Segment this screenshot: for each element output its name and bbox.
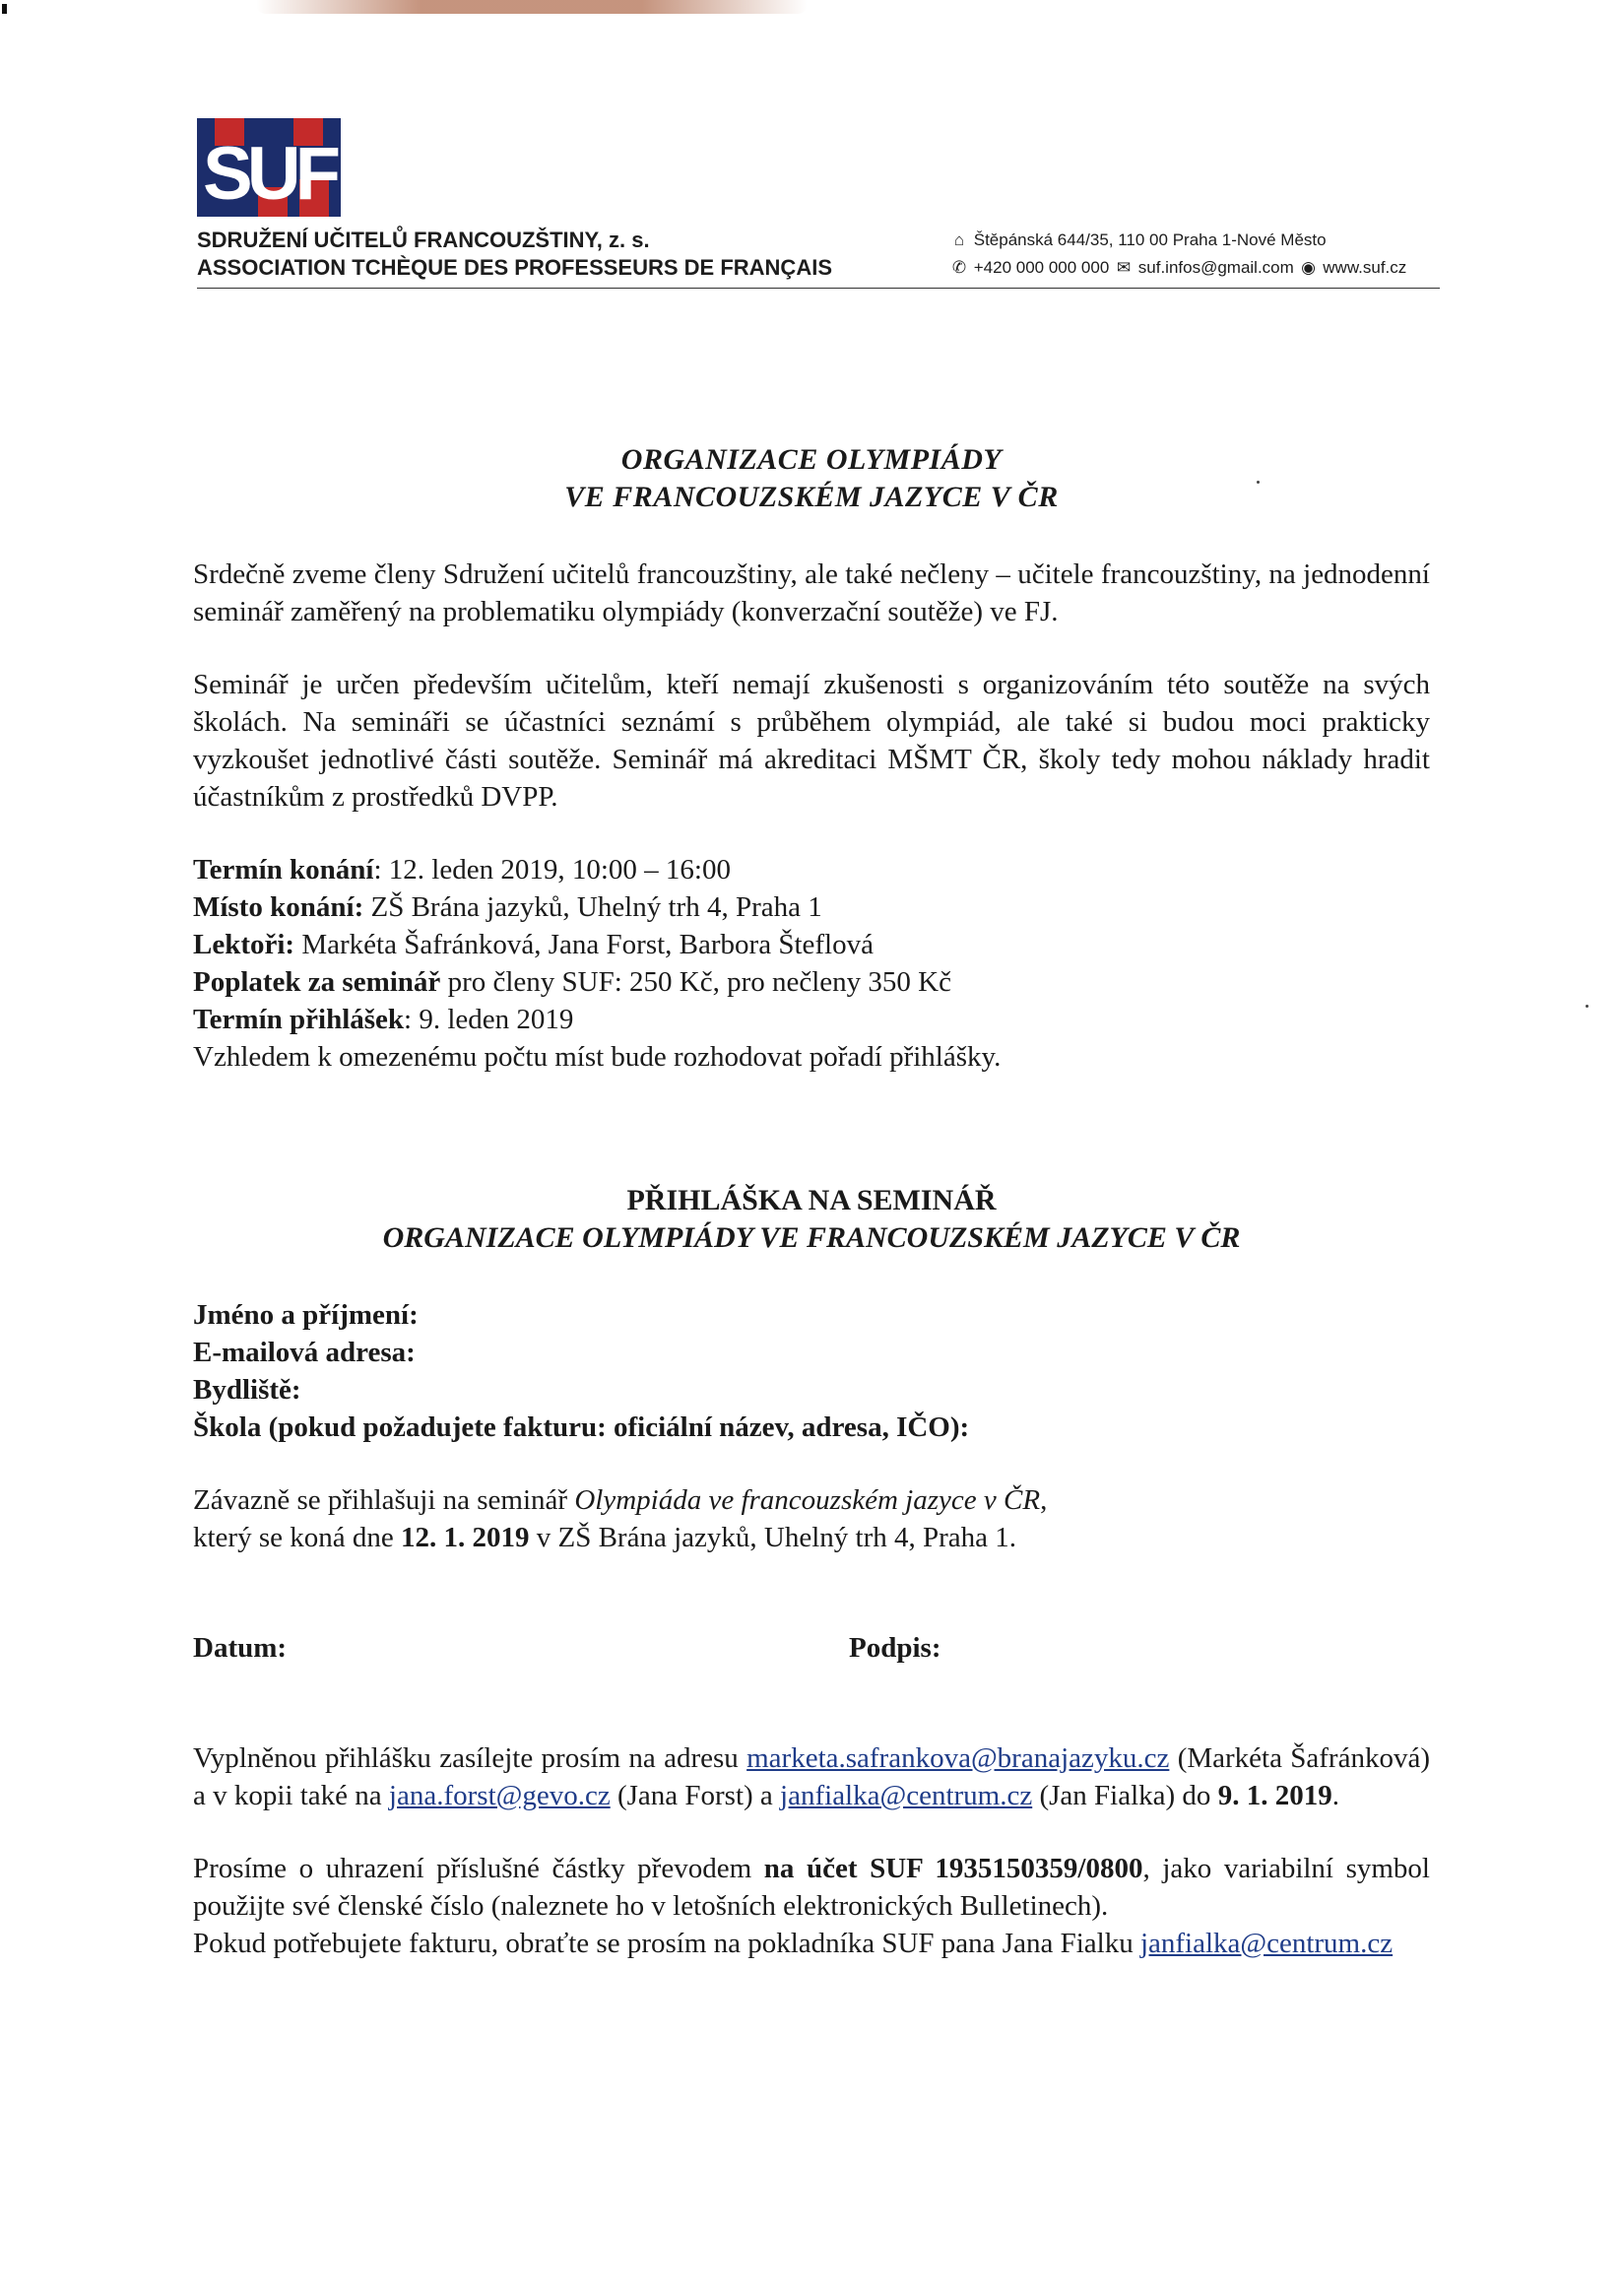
org-name-fr: ASSOCIATION TCHÈQUE DES PROFESSEURS DE FRANÇAIS (197, 255, 832, 280)
document-body (193, 441, 1430, 1962)
phone-icon: ✆ (951, 258, 967, 277)
info-fee: Poplatek za seminář pro členy SUF: 250 Kč, pro nečleny 350 Kč (193, 966, 951, 998)
info-place: Místo konání: ZŠ Brána jazyků, Uhelný trh 4, Praha 1 (193, 891, 822, 923)
form-fields (193, 1296, 1430, 1446)
scan-mark (2, 4, 7, 14)
form-subtitle: ORGANIZACE OLYMPIÁDY VE FRANCOUZSKÉM JAZYCE V ČR (382, 1221, 1241, 1254)
signature-row (193, 1629, 1430, 1667)
address-text: Štěpánská 644/35, 110 00 Praha 1-Nové Město (973, 230, 1327, 249)
title-line-1: ORGANIZACE OLYMPIÁDY (620, 443, 1003, 476)
field-residence[interactable]: Bydliště: (193, 1374, 301, 1406)
date-label[interactable]: Datum: (193, 1632, 288, 1664)
field-name[interactable]: Jméno a příjmení: (193, 1299, 419, 1331)
svg-text:SUF: SUF (203, 132, 335, 216)
info-date: Termín konání: 12. leden 2019, 10:00 – 16:00 (193, 854, 731, 886)
field-email[interactable]: E-mailová adresa: (193, 1337, 416, 1368)
phone-text: +420 000 000 000 (973, 258, 1110, 277)
email-link-treasurer[interactable]: janfialka@centrum.cz (1139, 1928, 1394, 1959)
intro-paragraph-2: Seminář je určen především učitelům, kteří nemají zkušenosti s organizováním této soutěže na svých školách. Na semináři se účastníci seznámí s průběhem olympiád, ale také si budou moci prakticky vyzkoušet jednotlivé části soutěže. Seminář má akreditaci MŠMT ČR, školy tedy mohou náklady hradit účastníkům z prostředků DVPP. (193, 669, 1430, 813)
header-web[interactable]: www.suf.cz (1323, 258, 1407, 277)
envelope-icon: ✉ (1116, 258, 1132, 277)
suf-logo (197, 118, 341, 217)
globe-icon: ◉ (1301, 258, 1316, 277)
title-line-2: VE FRANCOUZSKÉM JAZYCE V ČR (564, 481, 1059, 513)
form-title: PŘIHLÁŠKA NA SEMINÁŘ (626, 1184, 997, 1216)
home-icon: ⌂ (953, 230, 965, 249)
email-link-fialka[interactable]: janfialka@centrum.cz (780, 1780, 1033, 1811)
scan-speck (1586, 1005, 1589, 1008)
field-school[interactable]: Škola (pokud požadujete fakturu: oficiální název, adresa, IČO): (193, 1411, 970, 1443)
info-note: Vzhledem k omezenému počtu míst bude rozhodovat pořadí přihlášky. (193, 1041, 1002, 1073)
form-heading (193, 1182, 1430, 1257)
send-instructions: Vyplněnou přihlášku zasílejte prosím na adresu marketa.safrankova@branajazyku.cz (Markéta Šafránková) a v kopii také na jana.forst@gevo.cz (Jana Forst) a janfialka@centrum.cz (Jan Fialka) do 9. 1. 2019. (193, 1742, 1430, 1811)
email-link-forst[interactable]: jana.forst@gevo.cz (388, 1780, 611, 1811)
seminar-info (193, 851, 1430, 1076)
commitment-text: Závazně se přihlašuji na seminář Olympiáda ve francouzském jazyce v ČR, který se koná dne 12. 1. 2019 v ZŠ Brána jazyků, Uhelný trh 4, Praha 1. (193, 1484, 1048, 1553)
intro-paragraph-1: Srdečně zveme členy Sdružení učitelů francouzštiny, ale také nečleny – učitele francouzštiny, na jednodenní seminář zaměřený na problematiku olympiády (konverzační soutěže) ve FJ. (193, 558, 1430, 627)
page-title (193, 441, 1430, 516)
organization-name (197, 227, 832, 282)
signature-label[interactable]: Podpis: (849, 1632, 941, 1664)
org-name-cz: SDRUŽENÍ UČITELŮ FRANCOUZŠTINY, z. s. (197, 228, 650, 252)
contact-info (949, 227, 1406, 282)
email-link-safrankova[interactable]: marketa.safrankova@branajazyku.cz (746, 1742, 1170, 1774)
info-lecturers: Lektoři: Markéta Šafránková, Jana Forst, Barbora Šteflová (193, 929, 874, 960)
header-divider (197, 288, 1440, 289)
scan-smudge (256, 0, 808, 14)
info-deadline: Termín přihlášek: 9. leden 2019 (193, 1004, 574, 1035)
header-email[interactable]: suf.infos@gmail.com (1137, 258, 1294, 277)
payment-instructions: Prosíme o uhrazení příslušné částky převodem na účet SUF 1935150359/0800, jako variabilní symbol použijte své členské číslo (naleznete ho v letošních elektronických Bulletinech). Pokud potřebujete fakturu, obraťte se prosím na pokladníka SUF pana Jana Fialku janfialka@centrum.cz (193, 1853, 1430, 1959)
